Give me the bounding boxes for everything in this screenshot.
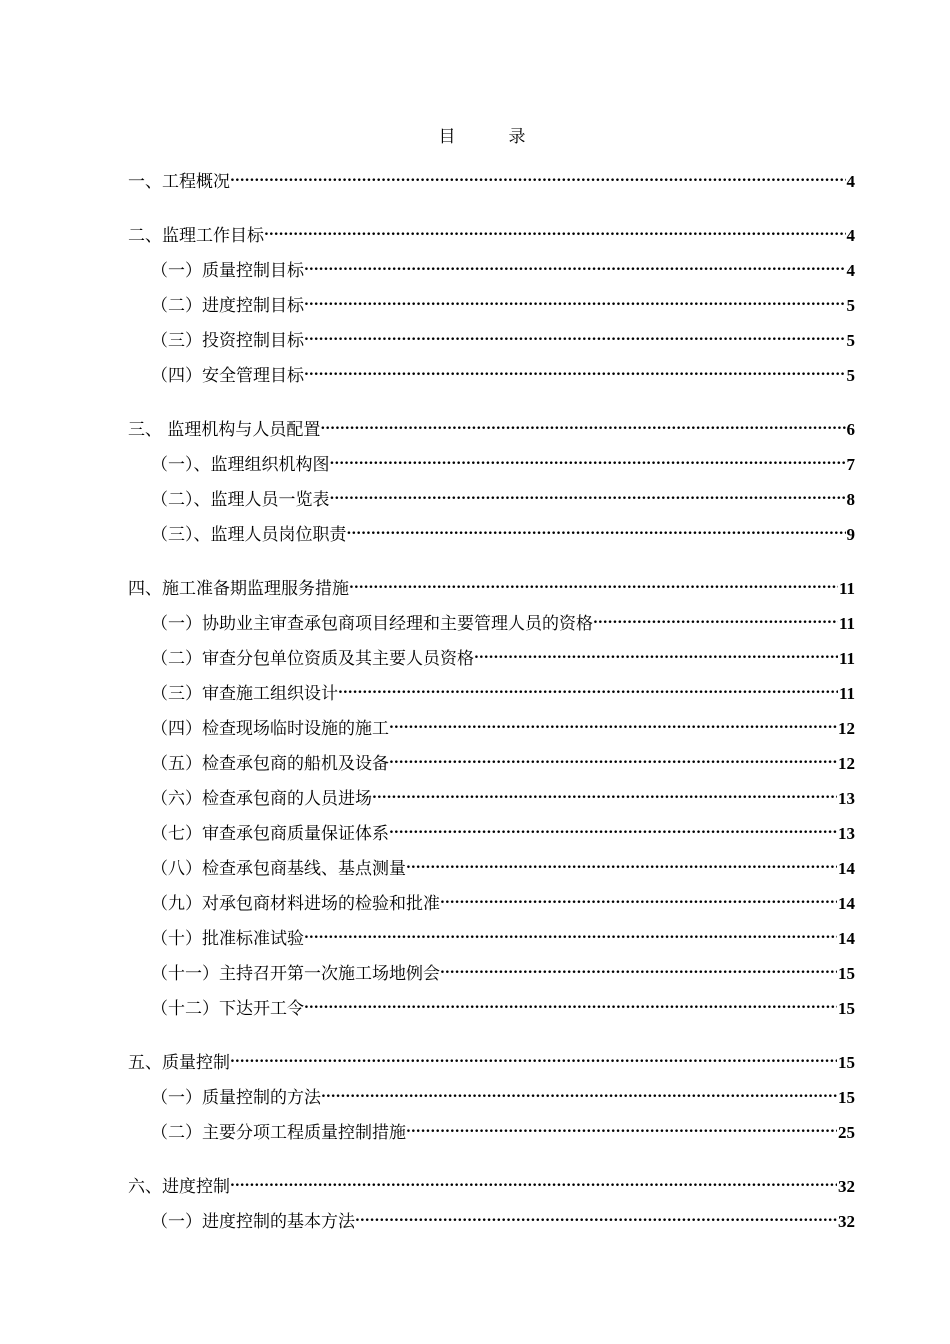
toc-page-number: 11 [838, 684, 855, 703]
toc-entry[interactable] [128, 163, 855, 192]
toc-entry-text: （四）安全管理目标 [151, 366, 304, 386]
toc-entry-text: （二）进度控制目标 [151, 296, 304, 316]
toc-page-number: 12 [838, 754, 855, 773]
toc-page-number: 11 [838, 614, 855, 633]
toc-entry[interactable] [151, 252, 855, 281]
toc-entry[interactable] [151, 1203, 855, 1232]
toc-entry[interactable] [151, 990, 855, 1019]
toc-entry[interactable] [151, 920, 855, 949]
toc-leader-dots [355, 1203, 837, 1227]
toc-entry-text: （四）检查现场临时设施的施工 [151, 719, 389, 739]
toc-leader-dots [330, 481, 846, 505]
toc-entry-text: （二）审查分包单位资质及其主要人员资格 [151, 649, 474, 669]
toc-entry[interactable] [151, 481, 855, 510]
toc-page-number: 9 [846, 525, 855, 544]
toc-leader-dots [304, 252, 846, 276]
toc-page-number: 15 [838, 999, 855, 1018]
toc-entry-text: （十）批准标准试验 [151, 929, 304, 949]
toc-entry-text: 四、施工准备期监理服务措施 [128, 579, 349, 599]
toc-entry[interactable] [151, 675, 855, 704]
toc-page-number: 15 [838, 1088, 855, 1107]
toc-leader-dots [389, 710, 837, 734]
toc-leader-dots [347, 516, 846, 540]
toc-entry[interactable] [151, 885, 855, 914]
toc-entry-text: （七）审查承包商质量保证体系 [151, 824, 389, 844]
toc-entry[interactable] [151, 955, 855, 984]
toc-page-number: 7 [846, 455, 855, 474]
toc-entry[interactable] [151, 780, 855, 809]
toc-entry-text: （一）、监理组织机构图 [151, 455, 330, 475]
toc-leader-dots [440, 955, 837, 979]
toc-entry[interactable] [151, 516, 855, 545]
toc-page-number: 8 [846, 490, 855, 509]
toc-page-number: 32 [838, 1212, 855, 1231]
toc-leader-dots [264, 217, 846, 241]
toc-entry-text: （一）质量控制目标 [151, 261, 304, 281]
toc-entry-text: （一）协助业主审查承包商项目经理和主要管理人员的资格 [151, 614, 593, 634]
toc-entry-text: 一、工程概况 [128, 172, 230, 192]
toc-page-number: 15 [838, 1053, 855, 1072]
toc-leader-dots [372, 780, 837, 804]
toc-entry[interactable] [151, 710, 855, 739]
toc-leader-dots [230, 1044, 837, 1068]
toc-page-number: 5 [846, 366, 855, 385]
toc-leader-dots [304, 990, 837, 1014]
toc-page-number: 4 [846, 261, 855, 280]
toc-entry-text: （一）进度控制的基本方法 [151, 1212, 355, 1232]
toc-entry[interactable] [128, 217, 855, 246]
toc-title: 目 录 [438, 127, 544, 147]
toc-entry-text: （六）检查承包商的人员进场 [151, 789, 372, 809]
toc-page-number: 4 [846, 226, 855, 245]
toc-entry[interactable] [151, 745, 855, 774]
toc-leader-dots [230, 163, 846, 187]
toc-entry[interactable] [151, 1079, 855, 1108]
toc-entry-text: （一）质量控制的方法 [151, 1088, 321, 1108]
toc-entry-text: （八）检查承包商基线、基点测量 [151, 859, 406, 879]
toc-page-number: 4 [846, 172, 855, 191]
toc-entry-text: （二）主要分项工程质量控制措施 [151, 1123, 406, 1143]
toc-leader-dots [593, 605, 838, 629]
toc-entry[interactable] [128, 1044, 855, 1073]
toc-page-number: 14 [838, 859, 855, 878]
toc-entry[interactable] [151, 287, 855, 316]
toc-leader-dots [474, 640, 838, 664]
toc-page-number: 6 [846, 420, 855, 439]
toc-entry-text: （二）、监理人员一览表 [151, 490, 330, 510]
toc-leader-dots [330, 446, 846, 470]
toc-leader-dots [321, 1079, 837, 1103]
toc-page-number: 13 [838, 824, 855, 843]
toc-entry[interactable] [151, 322, 855, 351]
toc-leader-dots [440, 885, 837, 909]
toc-entry-text: （九）对承包商材料进场的检验和批准 [151, 894, 440, 914]
toc-page-number: 32 [838, 1177, 855, 1196]
toc-leader-dots [304, 287, 846, 311]
toc-entry[interactable] [151, 815, 855, 844]
toc-leader-dots [304, 920, 837, 944]
toc-entry[interactable] [151, 605, 855, 634]
toc-entry-text: （十二）下达开工令 [151, 999, 304, 1019]
toc-entry-text: 三、 监理机构与人员配置 [128, 420, 321, 440]
toc-page-number: 11 [838, 649, 855, 668]
toc-leader-dots [389, 745, 837, 769]
toc-page-number: 5 [846, 296, 855, 315]
toc-leader-dots [304, 322, 846, 346]
toc-page-number: 11 [838, 579, 855, 598]
toc-entry[interactable] [151, 357, 855, 386]
toc-entry[interactable] [151, 1114, 855, 1143]
toc-leader-dots [320, 411, 845, 435]
toc-page-number: 25 [838, 1123, 855, 1142]
toc-entry[interactable] [151, 640, 855, 669]
toc-page-number: 14 [838, 894, 855, 913]
toc-entry-text: 五、质量控制 [128, 1053, 230, 1073]
toc-leader-dots [230, 1168, 837, 1192]
toc-leader-dots [389, 815, 837, 839]
toc-entry-text: （十一）主持召开第一次施工场地例会 [151, 964, 440, 984]
toc-page-number: 15 [838, 964, 855, 983]
toc-page-number: 13 [838, 789, 855, 808]
toc-entry-text: 二、监理工作目标 [128, 226, 264, 246]
toc-page-number: 12 [838, 719, 855, 738]
toc-leader-dots [406, 850, 837, 874]
toc-entry-text: （三）审查施工组织设计 [151, 684, 338, 704]
toc-entry-text: （五）检查承包商的船机及设备 [151, 754, 389, 774]
toc-entry[interactable] [128, 570, 855, 599]
toc-entry-text: 六、进度控制 [128, 1177, 230, 1197]
toc-leader-dots [349, 570, 838, 594]
toc-leader-dots [304, 357, 846, 381]
toc-page-number: 14 [838, 929, 855, 948]
toc-leader-dots [338, 675, 838, 699]
toc-page-number: 5 [846, 331, 855, 350]
toc-leader-dots [406, 1114, 837, 1138]
toc-entry[interactable] [128, 1168, 855, 1197]
toc-entry[interactable] [128, 411, 855, 440]
toc-entry[interactable] [151, 446, 855, 475]
toc-entry-text: （三）投资控制目标 [151, 331, 304, 351]
toc-entry[interactable] [151, 850, 855, 879]
toc-entry-text: （三）、监理人员岗位职责 [151, 525, 347, 545]
